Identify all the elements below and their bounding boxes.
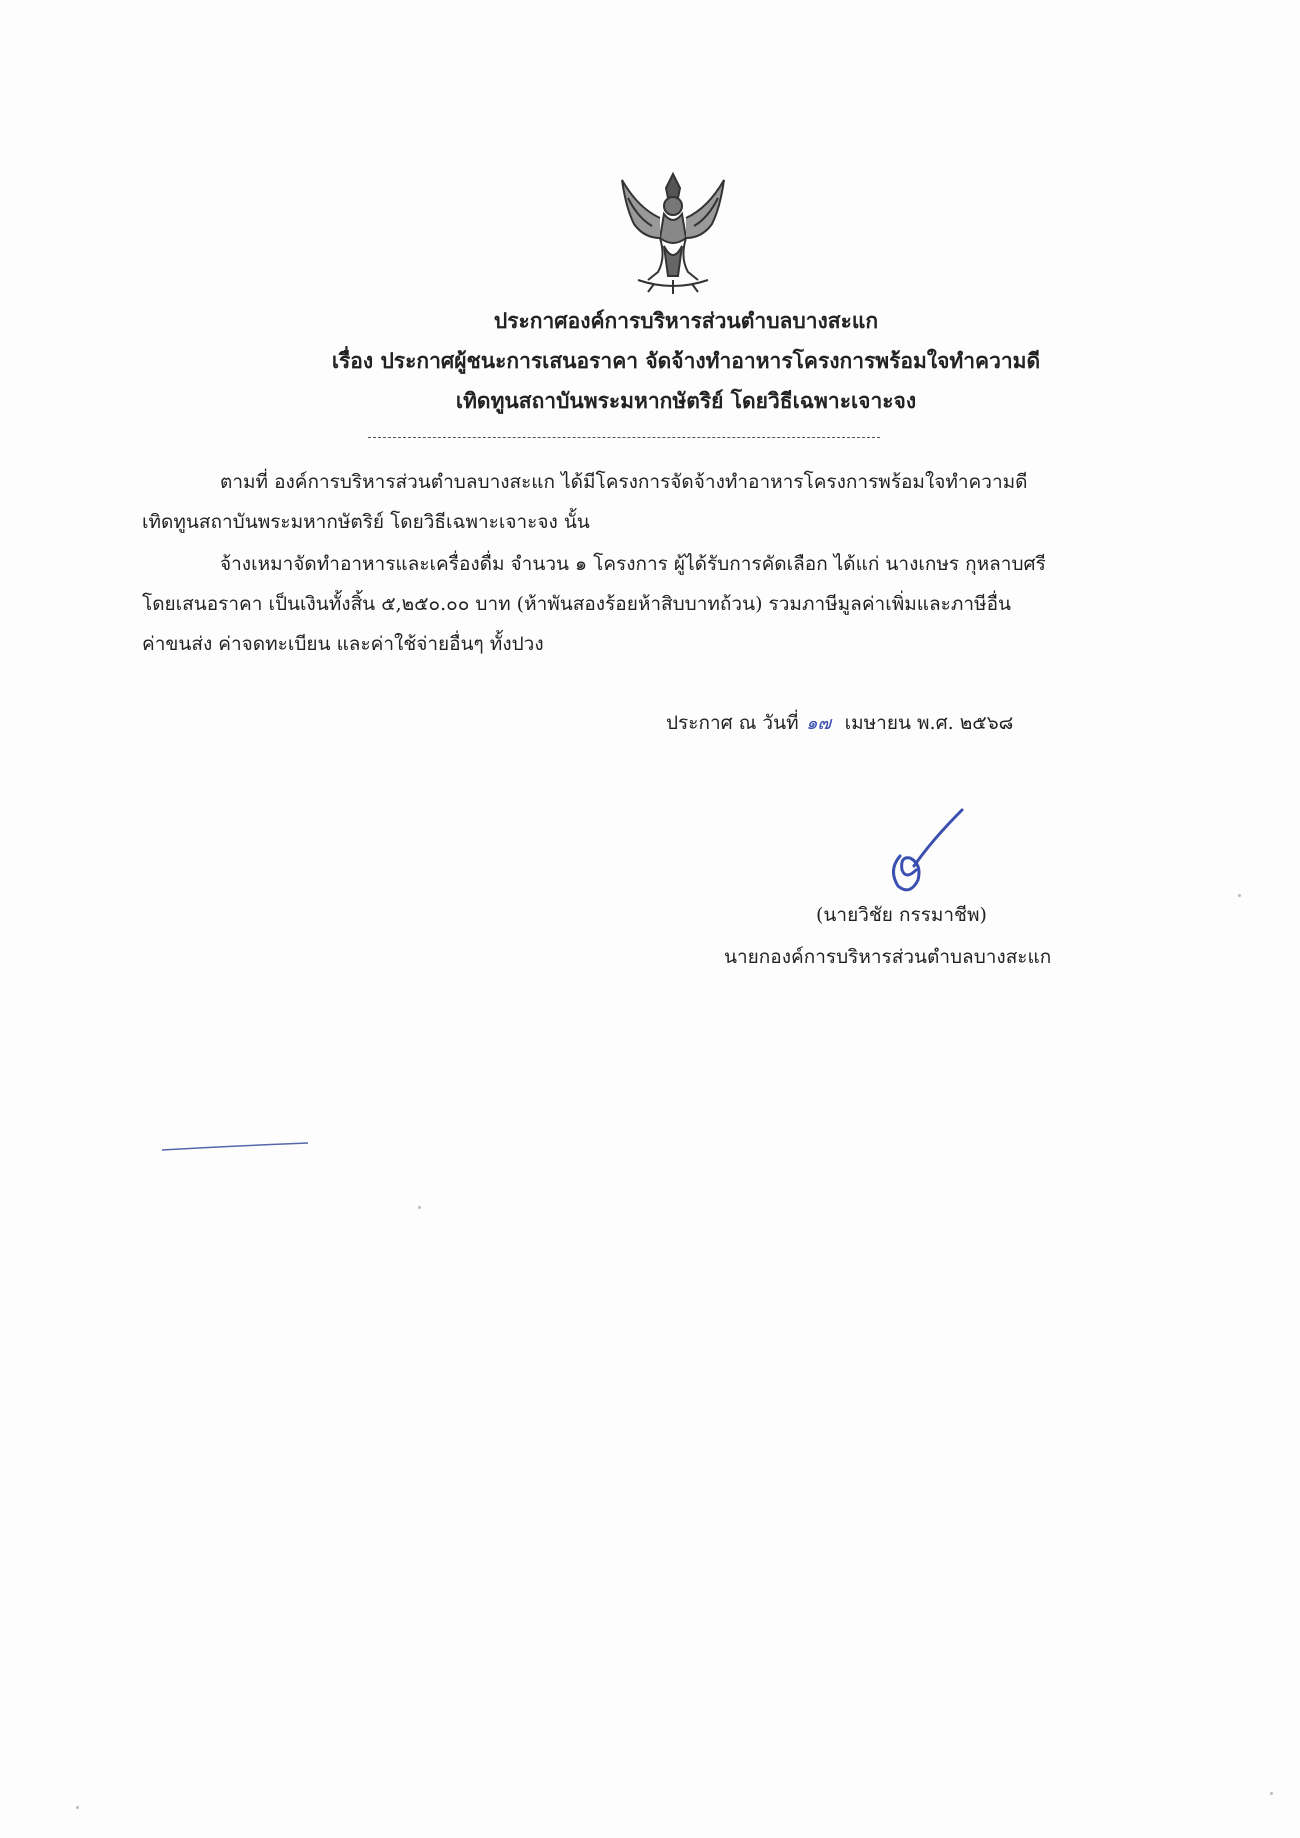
scan-speck bbox=[418, 1206, 421, 1209]
announcement-subject: เรื่อง ประกาศผู้ชนะการเสนอราคา จัดจ้างทำอาหารโครงการพร้อมใจทำความดี bbox=[331, 348, 1041, 373]
date-prefix: ประกาศ ณ วันที่ bbox=[666, 712, 799, 734]
scan-speck bbox=[1238, 894, 1241, 897]
garuda-emblem-icon bbox=[608, 168, 738, 296]
signer-name: (นายวิชัย กรรมาชีพ) bbox=[816, 904, 987, 926]
handwritten-day: ๑๗ bbox=[806, 713, 832, 734]
date-month-year: เมษายน พ.ศ. ๒๕๖๘ bbox=[844, 712, 1014, 734]
body-paragraph-2-line-1: จ้างเหมาจัดทำอาหารและเครื่องดื่ม จำนวน ๑ โครงการ ผู้ได้รับการคัดเลือก ได้แก่ นางเกษร กุหลาบศรี bbox=[220, 553, 1046, 575]
announcement-date bbox=[666, 707, 1013, 740]
announcement-title: ประกาศองค์การบริหารส่วนตำบลบางสะแก bbox=[493, 308, 879, 333]
scan-speck bbox=[76, 1806, 79, 1809]
stray-pen-mark bbox=[160, 1140, 310, 1154]
signer-position: นายกองค์การบริหารส่วนตำบลบางสะแก bbox=[724, 946, 1052, 968]
scan-speck bbox=[1270, 1792, 1273, 1795]
body-paragraph-2-line-2: โดยเสนอราคา เป็นเงินทั้งสิ้น ๕,๒๕๐.๐๐ บาท (ห้าพันสองร้อยห้าสิบบาทถ้วน) รวมภาษีมูลค่าเพิ่มและภาษีอื่น bbox=[142, 593, 1011, 615]
announcement-subject-continued: เทิดทูนสถาบันพระมหากษัตริย์ โดยวิธีเฉพาะเจาะจง bbox=[455, 388, 917, 413]
handwritten-signature bbox=[866, 800, 966, 900]
body-paragraph-2-line-3: ค่าขนส่ง ค่าจดทะเบียน และค่าใช้จ่ายอื่นๆ ทั้งปวง bbox=[142, 633, 544, 655]
heading-divider bbox=[368, 437, 880, 438]
body-paragraph-1-line-2: เทิดทูนสถาบันพระมหากษัตริย์ โดยวิธีเฉพาะเจาะจง นั้น bbox=[142, 511, 590, 533]
body-paragraph-1-line-1: ตามที่ องค์การบริหารส่วนตำบลบางสะแก ได้มีโครงการจัดจ้างทำอาหารโครงการพร้อมใจทำความดี bbox=[220, 471, 1028, 493]
